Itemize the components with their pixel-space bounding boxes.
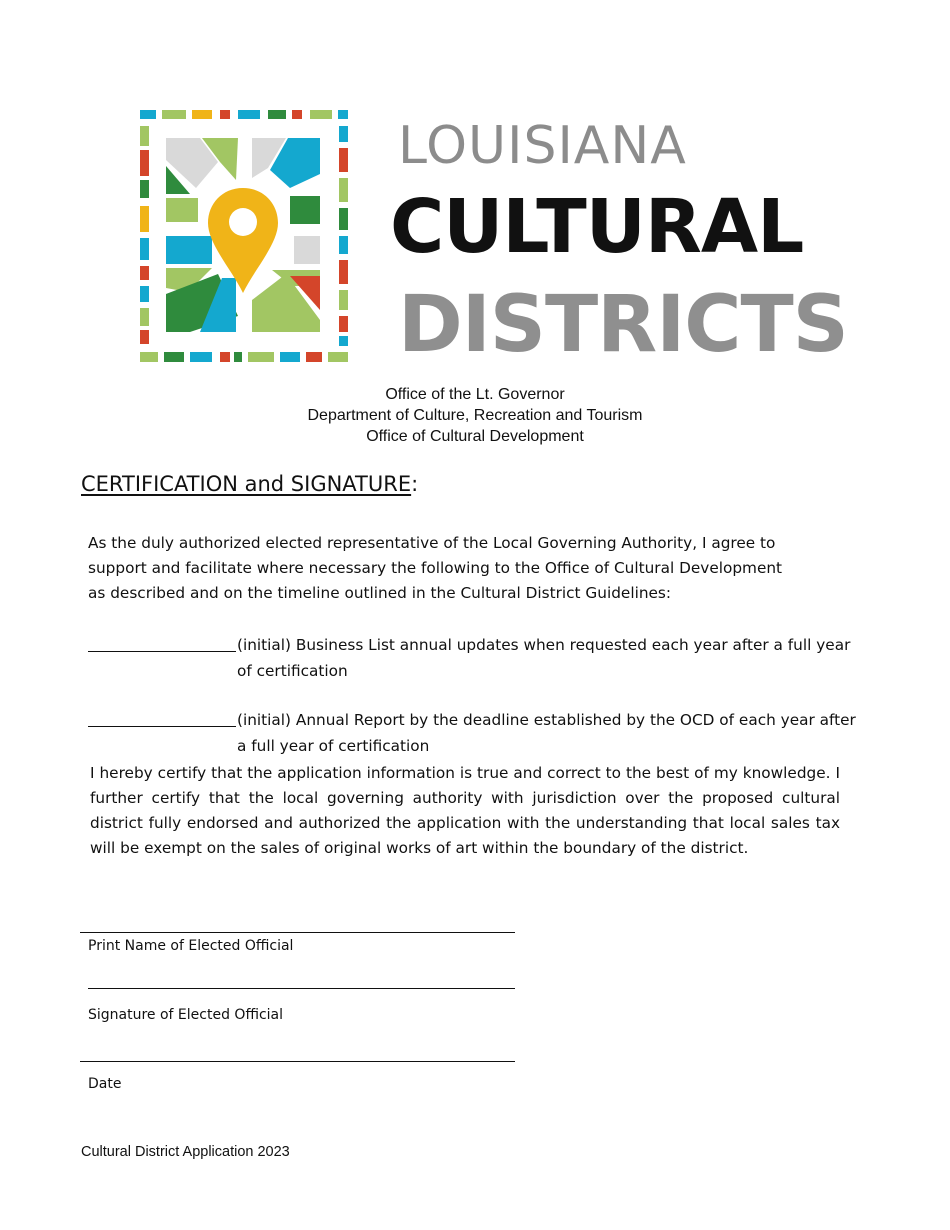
date-field[interactable] bbox=[80, 1061, 515, 1062]
signature-label: Signature of Elected Official bbox=[88, 1007, 284, 1023]
item-annual-report: (initial) Annual Report by the deadline established by the OCD of each year after a full year of certification bbox=[237, 711, 856, 755]
item-business-list: (initial) Business List annual updates when requested each year after a full year of certification bbox=[237, 636, 851, 680]
office-line-1: Office of the Lt. Governor bbox=[385, 386, 565, 403]
section-heading-colon: : bbox=[411, 472, 419, 496]
cultural-districts-logo-mark bbox=[140, 110, 348, 362]
print-name-label: Print Name of Elected Official bbox=[88, 938, 294, 954]
office-header bbox=[0, 384, 950, 447]
section-heading-title: CERTIFICATION and SIGNATURE bbox=[81, 472, 412, 496]
intro-line-2: support and facilitate where necessary the following to the Office of Cultural Development bbox=[88, 559, 783, 577]
intro-line-1: As the duly authorized elected representative of the Local Governing Authority, I agree to bbox=[88, 534, 776, 552]
page-footer: Cultural District Application 2023 bbox=[81, 1144, 290, 1160]
logo-word-districts: DISTRICTS bbox=[398, 280, 848, 370]
section-heading bbox=[81, 472, 418, 496]
logo-word-cultural: CULTURAL bbox=[390, 184, 804, 270]
certification-paragraph: I hereby certify that the application information is true and correct to the best of my knowledge. I further certify that the local governing authority with jurisdiction over the proposed cultural district fully endorsed and authorized the application with the understanding that local sales tax will be exempt on the sales of original works of art within the boundary of the district. bbox=[90, 764, 840, 857]
intro-line-3: as described and on the timeline outlined in the Cultural District Guidelines: bbox=[88, 584, 672, 602]
date-label: Date bbox=[88, 1076, 122, 1092]
signature-field[interactable] bbox=[88, 988, 515, 989]
intro-paragraph bbox=[88, 531, 848, 606]
initial-field-annual-report[interactable] bbox=[88, 726, 236, 727]
office-line-3: Office of Cultural Development bbox=[366, 428, 584, 445]
initial-field-business-list[interactable] bbox=[88, 651, 236, 652]
office-line-2: Department of Culture, Recreation and Tourism bbox=[307, 407, 643, 424]
print-name-field[interactable] bbox=[80, 932, 515, 933]
logo-word-louisiana: LOUISIANA bbox=[398, 116, 687, 176]
